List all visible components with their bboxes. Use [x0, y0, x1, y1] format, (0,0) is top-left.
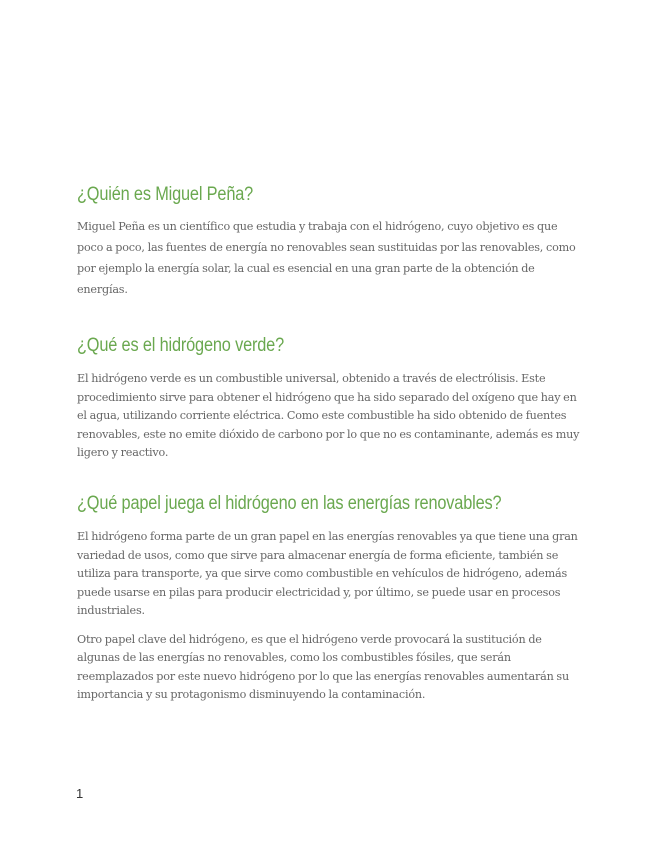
section-hydrogen-role — [77, 491, 582, 705]
section-heading: ¿Quién es Miguel Peña? — [77, 184, 254, 205]
section-who-is-miguel-pena — [77, 182, 582, 300]
section-heading: ¿Qué es el hidrógeno verde? — [77, 335, 285, 356]
section-paragraph: El hidrógeno verde es un combustible universal, obtenido a través de electrólisis. Este procedimiento sirve para obtener el hidrógeno que ha sido separado del oxígeno que hay en el agua, utilizando corriente eléctrica. Como este combustible ha sido obtenido de fuentes renovables, este no emite dióxido de carbono por lo que no es contaminante, además es muy ligero y reactivo. — [77, 372, 580, 459]
section-paragraph: El hidrógeno forma parte de un gran papel en las energías renovables ya que tiene una gran variedad de usos, como que sirve para almacenar energía de forma eficiente, también se utiliza para transporte, ya que sirve como combustible en vehículos de hidrógeno, además puede usarse en pilas para producir electricidad y, por último, se puede usar en procesos industriales. — [77, 530, 578, 617]
section-paragraph: Miguel Peña es un científico que estudia y trabaja con el hidrógeno, cuyo objetivo es que poco a poco, las fuentes de energía no renovables sean sustituidas por las renovables, como por ejemplo la energía solar, la cual es esencial en una gran parte de la obtención de energías. — [77, 220, 576, 296]
page-number: 1 — [76, 786, 84, 801]
section-paragraph: Otro papel clave del hidrógeno, es que el hidrógeno verde provocará la sustitución de algunas de las energías no renovables, como los combustibles fósiles, que serán reemplazados por este nuevo hidrógeno por lo que las energías renovables aumentarán su importancia y su protagonismo disminuyendo la contaminación. — [77, 632, 569, 701]
section-what-is-green-hydrogen — [77, 333, 582, 463]
section-heading: ¿Qué papel juega el hidrógeno en las energías renovables? — [77, 493, 502, 514]
